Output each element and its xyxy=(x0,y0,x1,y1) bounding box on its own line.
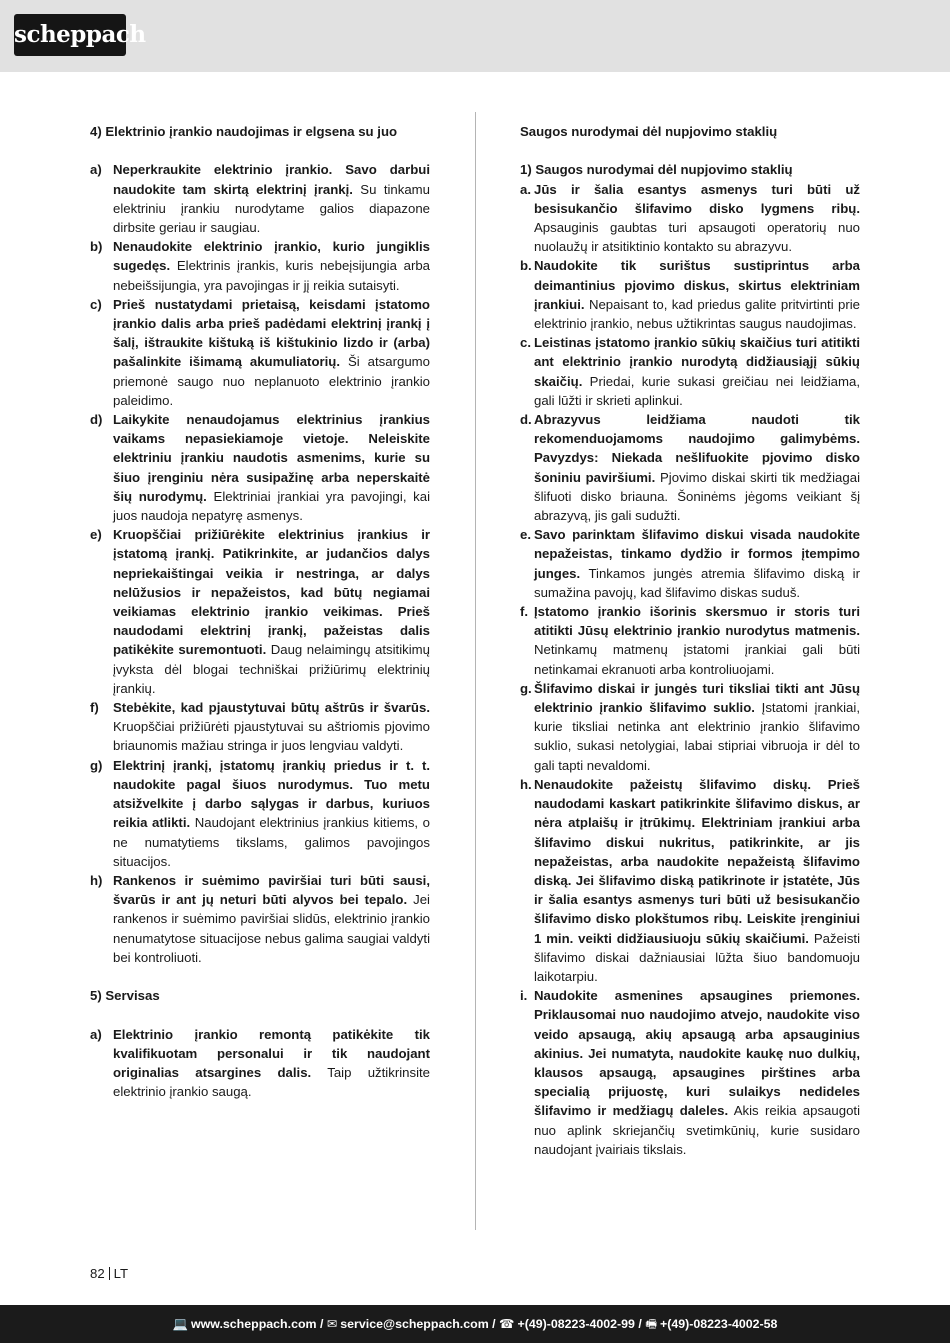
list-item-marker: b) xyxy=(90,239,103,255)
list-item-marker: d. xyxy=(520,412,532,428)
list-item-body xyxy=(534,775,860,986)
list-item-marker: b. xyxy=(520,258,532,274)
list-item-emphasis: Naudokite tik surištus sustiprintus arba deimantinius pjovimo diskus, skirtus elektriniam įrankiui. xyxy=(534,258,860,312)
list-item-text: Tinkamos jungės atremia šlifavimo diską ir sumažina pavojų, kad šlifavimo diskas suduš. xyxy=(534,565,860,600)
mail-icon: ✉ xyxy=(326,1317,338,1331)
list-item-marker: g) xyxy=(90,757,103,773)
list-item-text: Taip užtikrinsite elektrinio įrankio saugą. xyxy=(113,1064,430,1100)
list-item-body xyxy=(534,410,860,525)
list-item-text: Ši atsargumo priemonė saugo nuo neplanuoto elektrinio įrankio paleidimo. xyxy=(113,354,430,408)
right-column xyxy=(520,122,860,1159)
list-item-emphasis: Savo parinktam šlifavimo diskui visada naudokite nepažeistas, tinkamo dydžio ir formos įtempimo junges. xyxy=(534,527,860,581)
list-item xyxy=(90,1025,430,1102)
list-item-body xyxy=(534,256,860,333)
list-item-marker: h. xyxy=(520,776,532,792)
list-item-text: Daug nelaimingų atsitikimų įvyksta dėl blogai techniškai prižiūrimų elektrinių įrankių. xyxy=(113,642,430,696)
list-item-text: Netinkamų matmenų įstatomi įrankiai gali būti netinkamai ekranuoti arba kontroliuojami. xyxy=(534,642,860,677)
list-item-text: Jei rankenos ir suėmimo paviršiai slidūs, elektrinio įrankio nenumatytose situacijose nebus galima saugiai valdyti bei kontroliuoti. xyxy=(113,892,430,965)
list-item-emphasis: Stebėkite, kad pjaustytuvai būtų aštrūs ir švarūs. xyxy=(113,700,430,716)
list-item xyxy=(520,602,860,679)
list-item-text: Pjovimo diskai skirti tik medžiagai šlifuoti disko briauna. Šoninėms jėgoms veikiant šį abrazyvą, jis gali sudužti. xyxy=(534,469,860,524)
list-item xyxy=(90,237,430,295)
list-item-marker: a) xyxy=(90,1026,102,1042)
list-item-body xyxy=(113,160,430,237)
list-item-emphasis: Elektrinį įrankį, įstatomų įrankių priedus ir t. t. naudokite pagal šiuos nurodymus. Tuo metu atsižvelkite į darbo sąlygas ir darbus, kuriuos reikia atlikti. xyxy=(113,757,430,831)
section-5-title: 5) Servisas xyxy=(90,988,160,1004)
list-item-emphasis: Prieš nustatydami prietaisą, keisdami įstatomo įrankio dalis arba prieš padėdami elektrinį įrankį į šalį, ištraukite kištuką iš kištukinio lizdo ir (arba) pašalinkite išimamą akumuliatorių. xyxy=(113,296,430,370)
list-item-emphasis: Elektrinio įrankio remontą patikėkite tik kvalifikuotam personalui ir tik naudojant originalias atsargines dalis. xyxy=(113,1026,430,1080)
list-item xyxy=(520,410,860,525)
list-item-emphasis: Įstatomo įrankio išorinis skersmuo ir storis turi atitikti Jūsų elektrinio įrankio nurodytus matmenis. xyxy=(534,604,860,639)
list-item-emphasis: Rankenos ir suėmimo paviršiai turi būti sausi, švarūs ir ant jų neturi būti alyvos bei tepalo. xyxy=(113,872,430,908)
list-item xyxy=(520,256,860,333)
list-item xyxy=(520,333,860,410)
list-item-text: Įstatomi įrankiai, kurie tiksliai netinka ant elektrinio įrankio šlifavimo suklio, sukasi netolygiai, labai stipriai vibruoja ir dėl to gali tapti nevaldomi. xyxy=(534,700,860,773)
list-item-body xyxy=(113,1025,430,1102)
list-item-text: Nepaisant to, kad priedus galite pritvirtinti prie elektrinio įrankio, nebus užtikrintas saugus naudojimas. xyxy=(534,296,860,332)
list-item-marker: c. xyxy=(520,335,531,351)
list-item-emphasis: Kruopščiai prižiūrėkite elektrinius įrankius ir įstatomą įrankį. Patikrinkite, ar judančios dalys nepriekaištingai veikia ir nestringa, ar dalys nelūžusios ir nepažeistos, kad būtų negiamai veikiamas elektrinio įrankio veikimas. Prieš naudodami elektrinį įrankį, pažeistas dalis patikėkite suremontuoti. xyxy=(113,527,430,658)
phone-icon: ☎ xyxy=(499,1317,515,1331)
list-item-marker: h) xyxy=(90,872,103,888)
footer-email[interactable]: service@scheppach.com xyxy=(340,1317,489,1331)
right-subtitle: 1) Saugos nurodymai dėl nupjovimo staklių xyxy=(520,162,793,178)
monitor-icon: 💻 xyxy=(172,1317,188,1331)
list-item xyxy=(90,160,430,237)
footer-bar: 💻 www.scheppach.com / ✉ service@scheppach.com / ☎ +(49)-08223-4002-99 / 🖷 +(49)-08223-4002-58 xyxy=(0,1305,950,1343)
section-5-list xyxy=(90,1025,430,1102)
list-item xyxy=(90,871,430,967)
right-title: Saugos nurodymai dėl nupjovimo staklių xyxy=(520,124,778,139)
list-item xyxy=(520,525,860,602)
list-item-text: Priedai, kurie sukasi greičiau nei leidžiama, gali lūžti ir skrieti aplinkui. xyxy=(534,373,860,408)
list-item xyxy=(520,775,860,986)
list-item xyxy=(520,679,860,775)
left-column xyxy=(90,122,430,1101)
list-item-text: Akis reikia apsaugoti nuo aplink skriejančių svetimkūnių, kurie susidaro naudojant įvairiais tikslais. xyxy=(534,1103,860,1157)
page-number-value: 82 xyxy=(90,1266,105,1281)
list-item-marker: g. xyxy=(520,680,532,696)
list-item-body xyxy=(113,525,430,698)
list-item-emphasis: Abrazyvus leidžiama naudoti tik rekomenduojamoms naudojimo galimybėms. Pavyzdys: Niekada nešlifuokite pjovimo disko šoniniu paviršiumi. xyxy=(534,412,860,485)
list-item xyxy=(90,756,430,871)
list-item-body xyxy=(534,180,860,257)
list-item-emphasis: Laikykite nenaudojamus elektrinius įrankius vaikams nepasiekiamoje vietoje. Neleiskite elektriniu įrankiu naudotis asmenims, kurie su šiuo įrenginiu nėra susipažinę arba neperskaitė šių nurodymų. xyxy=(113,412,430,504)
list-item-body xyxy=(534,986,860,1159)
list-item-marker: f) xyxy=(90,700,99,716)
list-item-emphasis: Neperkraukite elektrinio įrankio. Savo darbui naudokite tam skirtą elektrinį įrankį. xyxy=(113,162,430,197)
list-item-text: Apsauginis gaubtas turi apsaugoti operatorių nuo nuolaužų ir atsitiktinio kontakto su abrazyvu. xyxy=(534,220,860,255)
page-language: LT xyxy=(113,1266,129,1281)
list-item-marker: d) xyxy=(90,412,103,428)
header-bar xyxy=(0,0,950,72)
list-item-marker: e) xyxy=(90,527,102,543)
list-item-body xyxy=(534,679,860,775)
list-item-marker: a) xyxy=(90,162,102,178)
footer-fax: +(49)-08223-4002-58 xyxy=(659,1317,778,1331)
list-item-body xyxy=(113,756,430,871)
list-item-text: Kruopščiai prižiūrėti pjaustytuvai su aštriomis pjovimo briaunomis mažiau stringa ir juos lengviau valdyti. xyxy=(113,719,430,754)
list-item-text: Naudojant elektrinius įrankius kitiems, o ne numatytiems tikslams, galimos pavojingos situacijos. xyxy=(113,815,430,869)
list-item-emphasis: Nenaudokite elektrinio įrankio, kurio jungiklis sugedęs. xyxy=(113,239,430,274)
list-item-emphasis: Šlifavimo diskai ir jungės turi tiksliai tikti ant Jūsų elektrinio įrankio šlifavimo suklio. xyxy=(534,680,860,716)
footer-website[interactable]: www.scheppach.com xyxy=(191,1317,317,1331)
list-item-marker: f. xyxy=(520,604,529,620)
list-item-body xyxy=(534,333,860,410)
list-item-text: Elektriniai įrankiai yra pavojingi, kai juos naudoja nepatyrę asmenys. xyxy=(113,488,430,524)
list-item xyxy=(520,180,860,257)
list-item-emphasis: Jūs ir šalia esantys asmenys turi būti už besisukančio šlifavimo disko lygmens ribų. xyxy=(534,181,860,216)
list-item xyxy=(90,295,430,410)
list-item-text: Pažeisti šlifavimo diskai dažniausiai lūžta šiuo bandomuoju laikotarpiu. xyxy=(534,930,861,984)
list-item xyxy=(90,525,430,698)
list-item xyxy=(90,698,430,756)
list-item-text: Su tinkamu elektriniu įrankiu nurodytame galios diapazone dirbsite geriau ir saugiau. xyxy=(113,181,430,235)
list-item-emphasis: Leistinas įstatomo įrankio sūkių skaičius turi atitikti ant elektrinio įrankio nurodytą didžiausiąjį sūkių skaičių. xyxy=(534,335,860,389)
list-item-body xyxy=(534,525,860,602)
list-item-body xyxy=(534,602,860,679)
section-4-title: 4) Elektrinio įrankio naudojimas ir elgsena su juo xyxy=(90,124,398,139)
list-item-emphasis: Nenaudokite pažeistų šlifavimo diskų. Prieš naudodami kaskart patikrinkite šlifavimo diskus, ar nėra atplaišų ir įtrūkimų. Elektriniam įrankiui arba šlifavimo diskui nukritus, patikrinkite, ar jis nepažeistas, arba naudokite nepažeistą šlifavimo diską. Jei šlifavimo diską patikrinote ir įstatėte, Jūs ir šalia esantys asmenys turi būti už besisukančio šlifavimo disko plokštumos ribų. Leiskite įrenginiui 1 min. veikti didžiausiuoju sūkių skaičiumi. xyxy=(534,776,860,946)
list-item-text: Elektrinis įrankis, kuris nebeįsijungia arba nebeišsijungia, yra pavojingas ir jį reikia sutaisyti. xyxy=(113,258,430,293)
list-item-body xyxy=(113,237,430,295)
list-item-marker: c) xyxy=(90,296,102,312)
list-item-marker: i. xyxy=(520,988,528,1004)
list-item-emphasis: Naudokite asmenines apsaugines priemones. Priklausomai nuo naudojimo atvejo, naudokite viso veido apsaugą, akių apsaugą arba apsauginius akinius. Jei numatyta, naudokite kaukę nuo dulkių, klausos apsaugą, apsaugines pirštines arba specialią prijuostę, kuri sulaikys nedideles šlifavimo ir medžiagų daleles. xyxy=(534,988,860,1119)
list-item-body xyxy=(113,410,430,525)
list-item-marker: e. xyxy=(520,527,531,543)
list-item-body xyxy=(113,871,430,967)
right-list xyxy=(520,180,860,1159)
list-item-body xyxy=(113,698,430,756)
list-item-marker: a. xyxy=(520,181,531,197)
column-divider xyxy=(475,112,476,1230)
footer-phone: +(49)-08223-4002-99 xyxy=(517,1317,635,1331)
fax-icon: 🖷 xyxy=(645,1317,657,1331)
list-item xyxy=(90,410,430,525)
list-item-body xyxy=(113,295,430,410)
section-4-list xyxy=(90,160,430,967)
brand-logo: scheppach xyxy=(14,14,126,56)
list-item xyxy=(520,986,860,1159)
page-number xyxy=(90,1265,128,1283)
